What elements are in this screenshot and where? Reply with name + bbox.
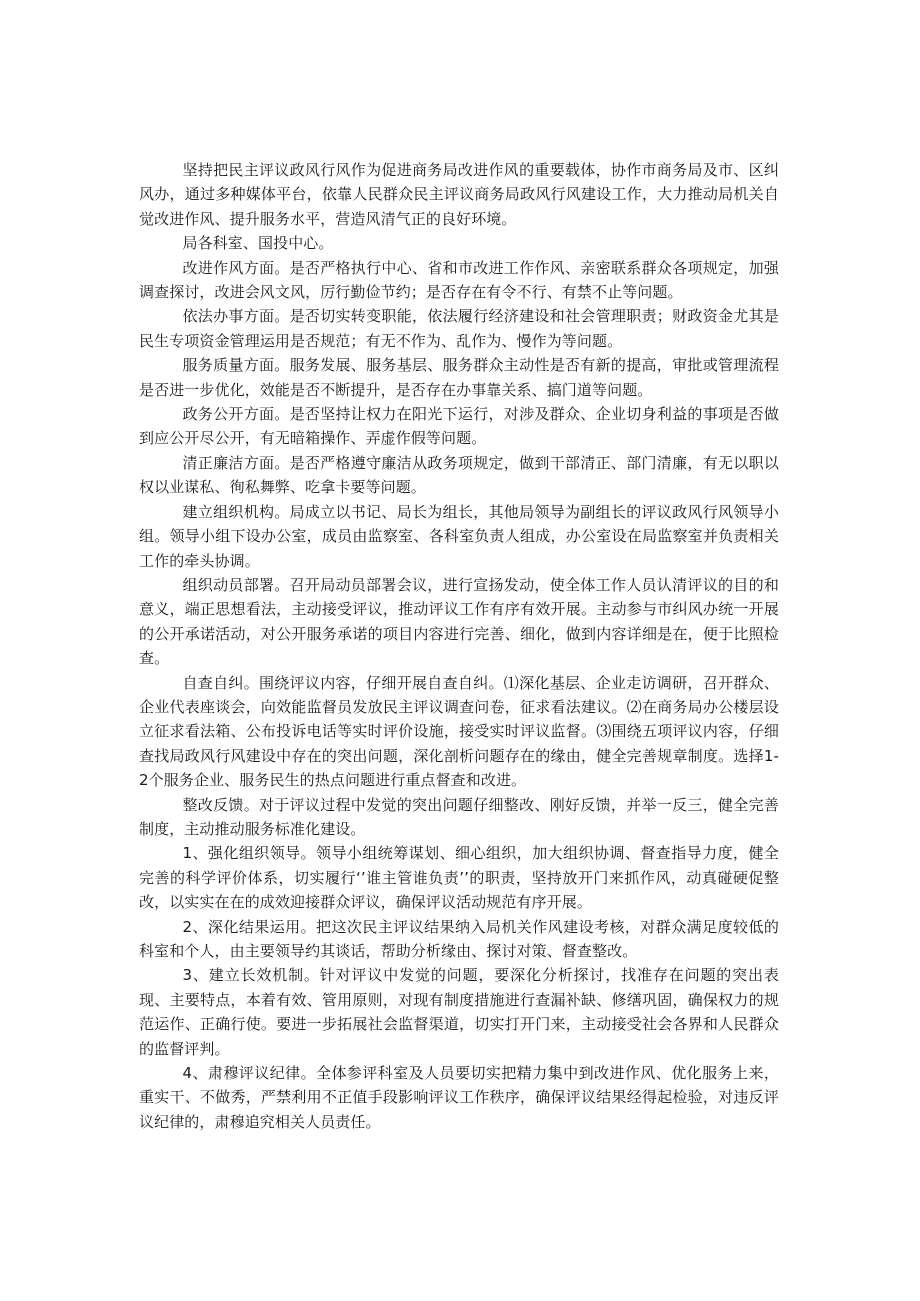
paragraph-item-2: 2、深化结果运用。把这次民主评议结果纳入局机关作风建设考核，对群众满足度较低的科室和个人，由主要领导约其谈话，帮助分析缘由、探讨对策、督查整改。	[139, 917, 779, 960]
paragraph-work-style: 改进作风方面。是否严格执行中心、省和市改进工作作风、亲密联系群众各项规定，加强调查探讨，改进会风文风，厉行勤俭节约；是否存在有令不行、有禁不止等问题。	[139, 258, 779, 302]
paragraph-service-quality: 服务质量方面。服务发展、服务基层、服务群众主动性是否有新的提高，审批或管理流程是否进一步优化，效能是否不断提升，是否存在办事靠关系、搞门道等问题。	[139, 356, 779, 399]
document-body	[139, 158, 779, 1134]
paragraph-item-4: 4、肃穆评议纪律。全体参评科室及人员要切实把精力集中到改进作风、优化服务上来，重实干、不做秀，严禁利用不正值手段影响评议工作秩序，确保评议结果经得起检验，对违反评议纪律的，肃穆追究相关人员责任。	[139, 1064, 779, 1131]
paragraph-rectification: 整改反馈。对于评议过程中发觉的突出问题仔细整改、刚好反馈，并举一反三，健全完善制度，主动推动服务标准化建设。	[139, 795, 779, 838]
paragraph-organization: 建立组织机构。局成立以书记、局长为组长，其他局领导为副组长的评议政风行风领导小组。领导小组下设办公室，成员由监察室、各科室负责人组成，办公室设在局监察室并负责相关工作的牵头协调。	[139, 502, 779, 570]
paragraph-mobilization: 组织动员部署。召开局动员部署会议，进行宣扬发动，使全体工作人员认清评议的目的和意义，端正思想看法，主动接受评议，推动评议工作有序有效开展。主动参与市纠风办统一开展的公开承诺活动，对公开服务承诺的项目内容进行完善、细化，做到内容详细是在，便于比照检查。	[139, 575, 779, 668]
paragraph-item-3: 3、建立长效机制。针对评议中发觉的问题，要深化分析探讨，找准存在问题的突出表现、主要特点，本着有效、管用原则，对现有制度措施进行查漏补缺、修缮巩固，确保权力的规范运作、正确行使。要进一步拓展社会监督渠道，切实打开门来，主动接受社会各界和人民群众的监督评判。	[139, 966, 779, 1058]
paragraph-law: 依法办事方面。是否切实转变职能，依法履行经济建设和社会管理职责；财政资金尤其是民生专项资金管理运用是否规范；有无不作为、乱作为、慢作为等问题。	[139, 307, 779, 350]
paragraph-scope: 局各科室、国投中心。	[182, 234, 334, 253]
paragraph-self-check: 自查自纠。围绕评议内容，仔细开展自查自纠。⑴深化基层、企业走访调研，召开群众、企业代表座谈会，向效能监督员发放民主评议调查问卷，征求看法建议。⑵在商务局办公楼层设立征求看法箱、公布投诉电话等实时评价设施，接受实时评议监督。⑶围绕五项评议内容，仔细查找局政风行风建设中存在的突出问题，深化剖析问题存在的缘由，健全完善规章制度。选择1-2个服务企业、服务民生的热点问题进行重点督查和改进。	[139, 673, 779, 790]
paragraph-open-affairs: 政务公开方面。是否坚持让权力在阳光下运行，对涉及群众、企业切身利益的事项是否做到应公开尽公开，有无暗箱操作、弄虚作假等问题。	[139, 405, 779, 448]
paragraph-integrity: 清正廉洁方面。是否严格遵守廉洁从政务项规定，做到干部清正、部门清廉，有无以职以权以业谋私、徇私舞弊、吃拿卡要等问题。	[139, 453, 779, 497]
paragraph-item-1: 1、强化组织领导。领导小组统筹谋划、细心组织，加大组织协调、督查指导力度，健全完善的科学评价体系，切实履行‘’谁主管谁负责’’的职责，坚持放开门来抓作风，动真碰硬促整改，以实实在在的成效迎接群众评议，确保评议活动规范有序开展。	[139, 844, 779, 912]
paragraph-intro: 坚持把民主评议政风行风作为促进商务局改进作风的重要载体，协作市商务局及市、区纠风办，通过多种媒体平台，依靠人民群众民主评议商务局政风行风建设工作，大力推动局机关自觉改进作风、提升服务水平，营造风清气正的良好环境。	[139, 161, 779, 228]
